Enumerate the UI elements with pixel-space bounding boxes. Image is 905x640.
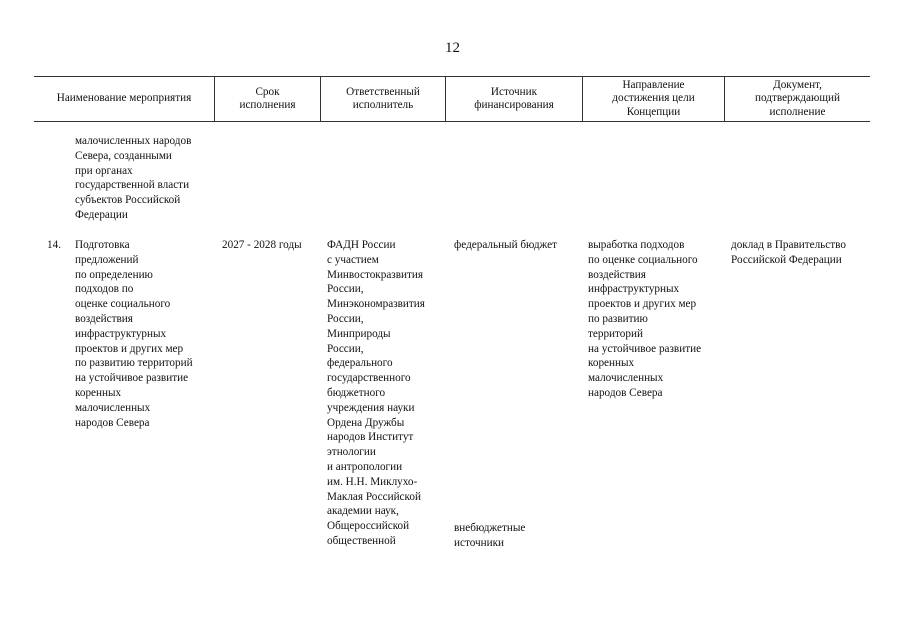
header-document-text: Документ, подтверждающий исполнение <box>755 78 840 118</box>
header-direction <box>583 78 724 120</box>
header-document <box>725 78 870 120</box>
header-bottom-border <box>34 121 870 122</box>
row-name-cell: Подготовка предложений по определению подходов по оценке социального воздействия инфраструктурных проектов и других мер по развитию территорий на устойчивое развитие коренных малочисленных народов Севера <box>75 239 193 429</box>
header-funding <box>446 78 582 120</box>
row-number: 14. <box>47 239 61 251</box>
continuation-name-cell: малочисленных народов Севера, созданными при органах государственной власти субъектов Российской Федерации <box>75 135 192 221</box>
header-direction-text: Направление достижения цели Концепции <box>612 78 695 118</box>
row-document-cell: доклад в Правительство Российской Федерации <box>731 239 846 266</box>
row-funding-extra: внебюджетные источники <box>454 522 526 549</box>
header-term <box>215 78 320 120</box>
header-name-text: Наименование мероприятия <box>56 92 192 105</box>
header-name <box>34 78 214 120</box>
row-term-cell: 2027 - 2028 годы <box>222 239 302 251</box>
header-executor <box>321 78 445 120</box>
header-top-border <box>34 76 870 77</box>
page-number: 12 <box>445 40 460 56</box>
row-direction-cell: выработка подходов по оценке социального воздействия инфраструктурных проектов и других мер по развитию территорий на устойчивое развитие коренных малочисленных народов Севера <box>588 239 702 399</box>
header-executor-text: Ответственный исполнитель <box>346 85 420 111</box>
row-executor-cell: ФАДН России с участием Минвостокразвития России, Минэкономразвития России, Минприроды России, федерального государственного бюджетного учреждения науки Ордена Дружбы народов Институт этнологии и антропологии им. Н.Н. Миклухо- Маклая Российской академии наук, Общероссийской общественной <box>327 239 425 547</box>
header-funding-text: Источник финансирования <box>474 85 554 111</box>
header-term-text: Срок исполнения <box>239 85 296 111</box>
row-funding-federal: федеральный бюджет <box>454 239 557 251</box>
